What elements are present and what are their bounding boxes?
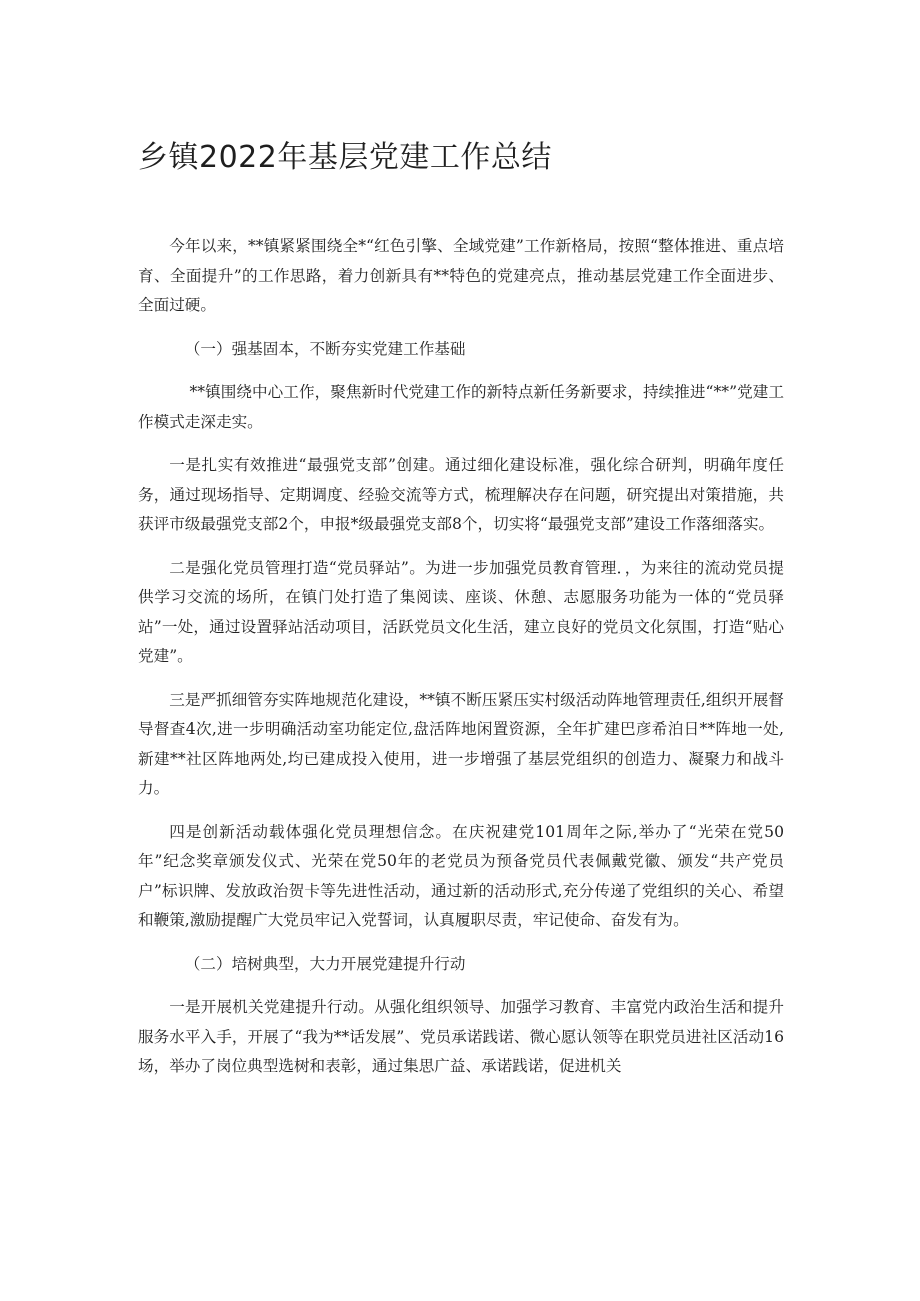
section-heading-2: （二）培树典型，大力开展党建提升行动 (184, 954, 466, 973)
intro-paragraph: 今年以来，**镇紧紧围绕全*“红色引擎、全域党建”工作新格局，按照“整体推进、重点培育、全面提升”的工作思路，着力创新具有**特色的党建亮点，推动基层党建工作全面进步、全面过硬。 (138, 237, 784, 314)
body-paragraph-2: 二是强化党员管理打造“党员驿站”。为进一步加强党员教育管理．，为来往的流动党员提供学习交流的场所，在镇门处打造了集阅读、座谈、休憩、志愿服务功能为一体的“党员驿站”一处，通过设置驿站活动项目，活跃党员文化生活，建立良好的党员文化氛围，打造“贴心党建”。 (138, 558, 784, 665)
section-intro-paragraph: **镇围绕中心工作，聚焦新时代党建工作的新特点新任务新要求，持续推进“**”党建工作模式走深走实。 (138, 383, 784, 431)
document-body (138, 232, 784, 1096)
body-paragraph-1: 一是扎实有效推进“最强党支部”创建。通过细化建设标准，强化综合研判，明确年度任务，通过现场指导、定期调度、经验交流等方式，梳理解决存在问题，研究提出对策措施，共获评市级最强党支部2个，申报*级最强党支部8个，切实将“最强党支部”建设工作落细落实。 (138, 456, 784, 533)
section-heading-1: （一）强基固本，不断夯实党建工作基础 (184, 339, 466, 358)
body-paragraph-3: 三是严抓细管夯实阵地规范化建设，**镇不断压紧压实村级活动阵地管理责任,组织开展督导督查4次,进一步明确活动室功能定位,盘活阵地闲置资源，全年扩建巴彦希泊日**阵地一处,新建**社区阵地两处,均已建成投入使用，进一步增强了基层党组织的创造力、凝聚力和战斗力。 (138, 690, 784, 797)
document-title: 乡镇2022年基层党建工作总结 (138, 140, 552, 175)
body-paragraph-5: 一是开展机关党建提升行动。从强化组织领导、加强学习教育、丰富党内政治生活和提升服务水平入手，开展了“我为**话发展”、党员承诺践诺、微心愿认领等在职党员进社区活动16场，举办了岗位典型选树和表彰，通过集思广益、承诺践诺，促进机关 (138, 998, 784, 1075)
body-paragraph-4: 四是创新活动载体强化党员理想信念。在庆祝建党101周年之际,举办了“光荣在党50年”纪念奖章颁发仪式、光荣在党50年的老党员为预备党员代表佩戴党徽、颁发“共产党员户”标识牌、发放政治贺卡等先进性活动，通过新的活动形式,充分传递了党组织的关心、希望和鞭策,激励提醒广大党员牢记入党誓词，认真履职尽责，牢记使命、奋发有为。 (138, 822, 784, 929)
